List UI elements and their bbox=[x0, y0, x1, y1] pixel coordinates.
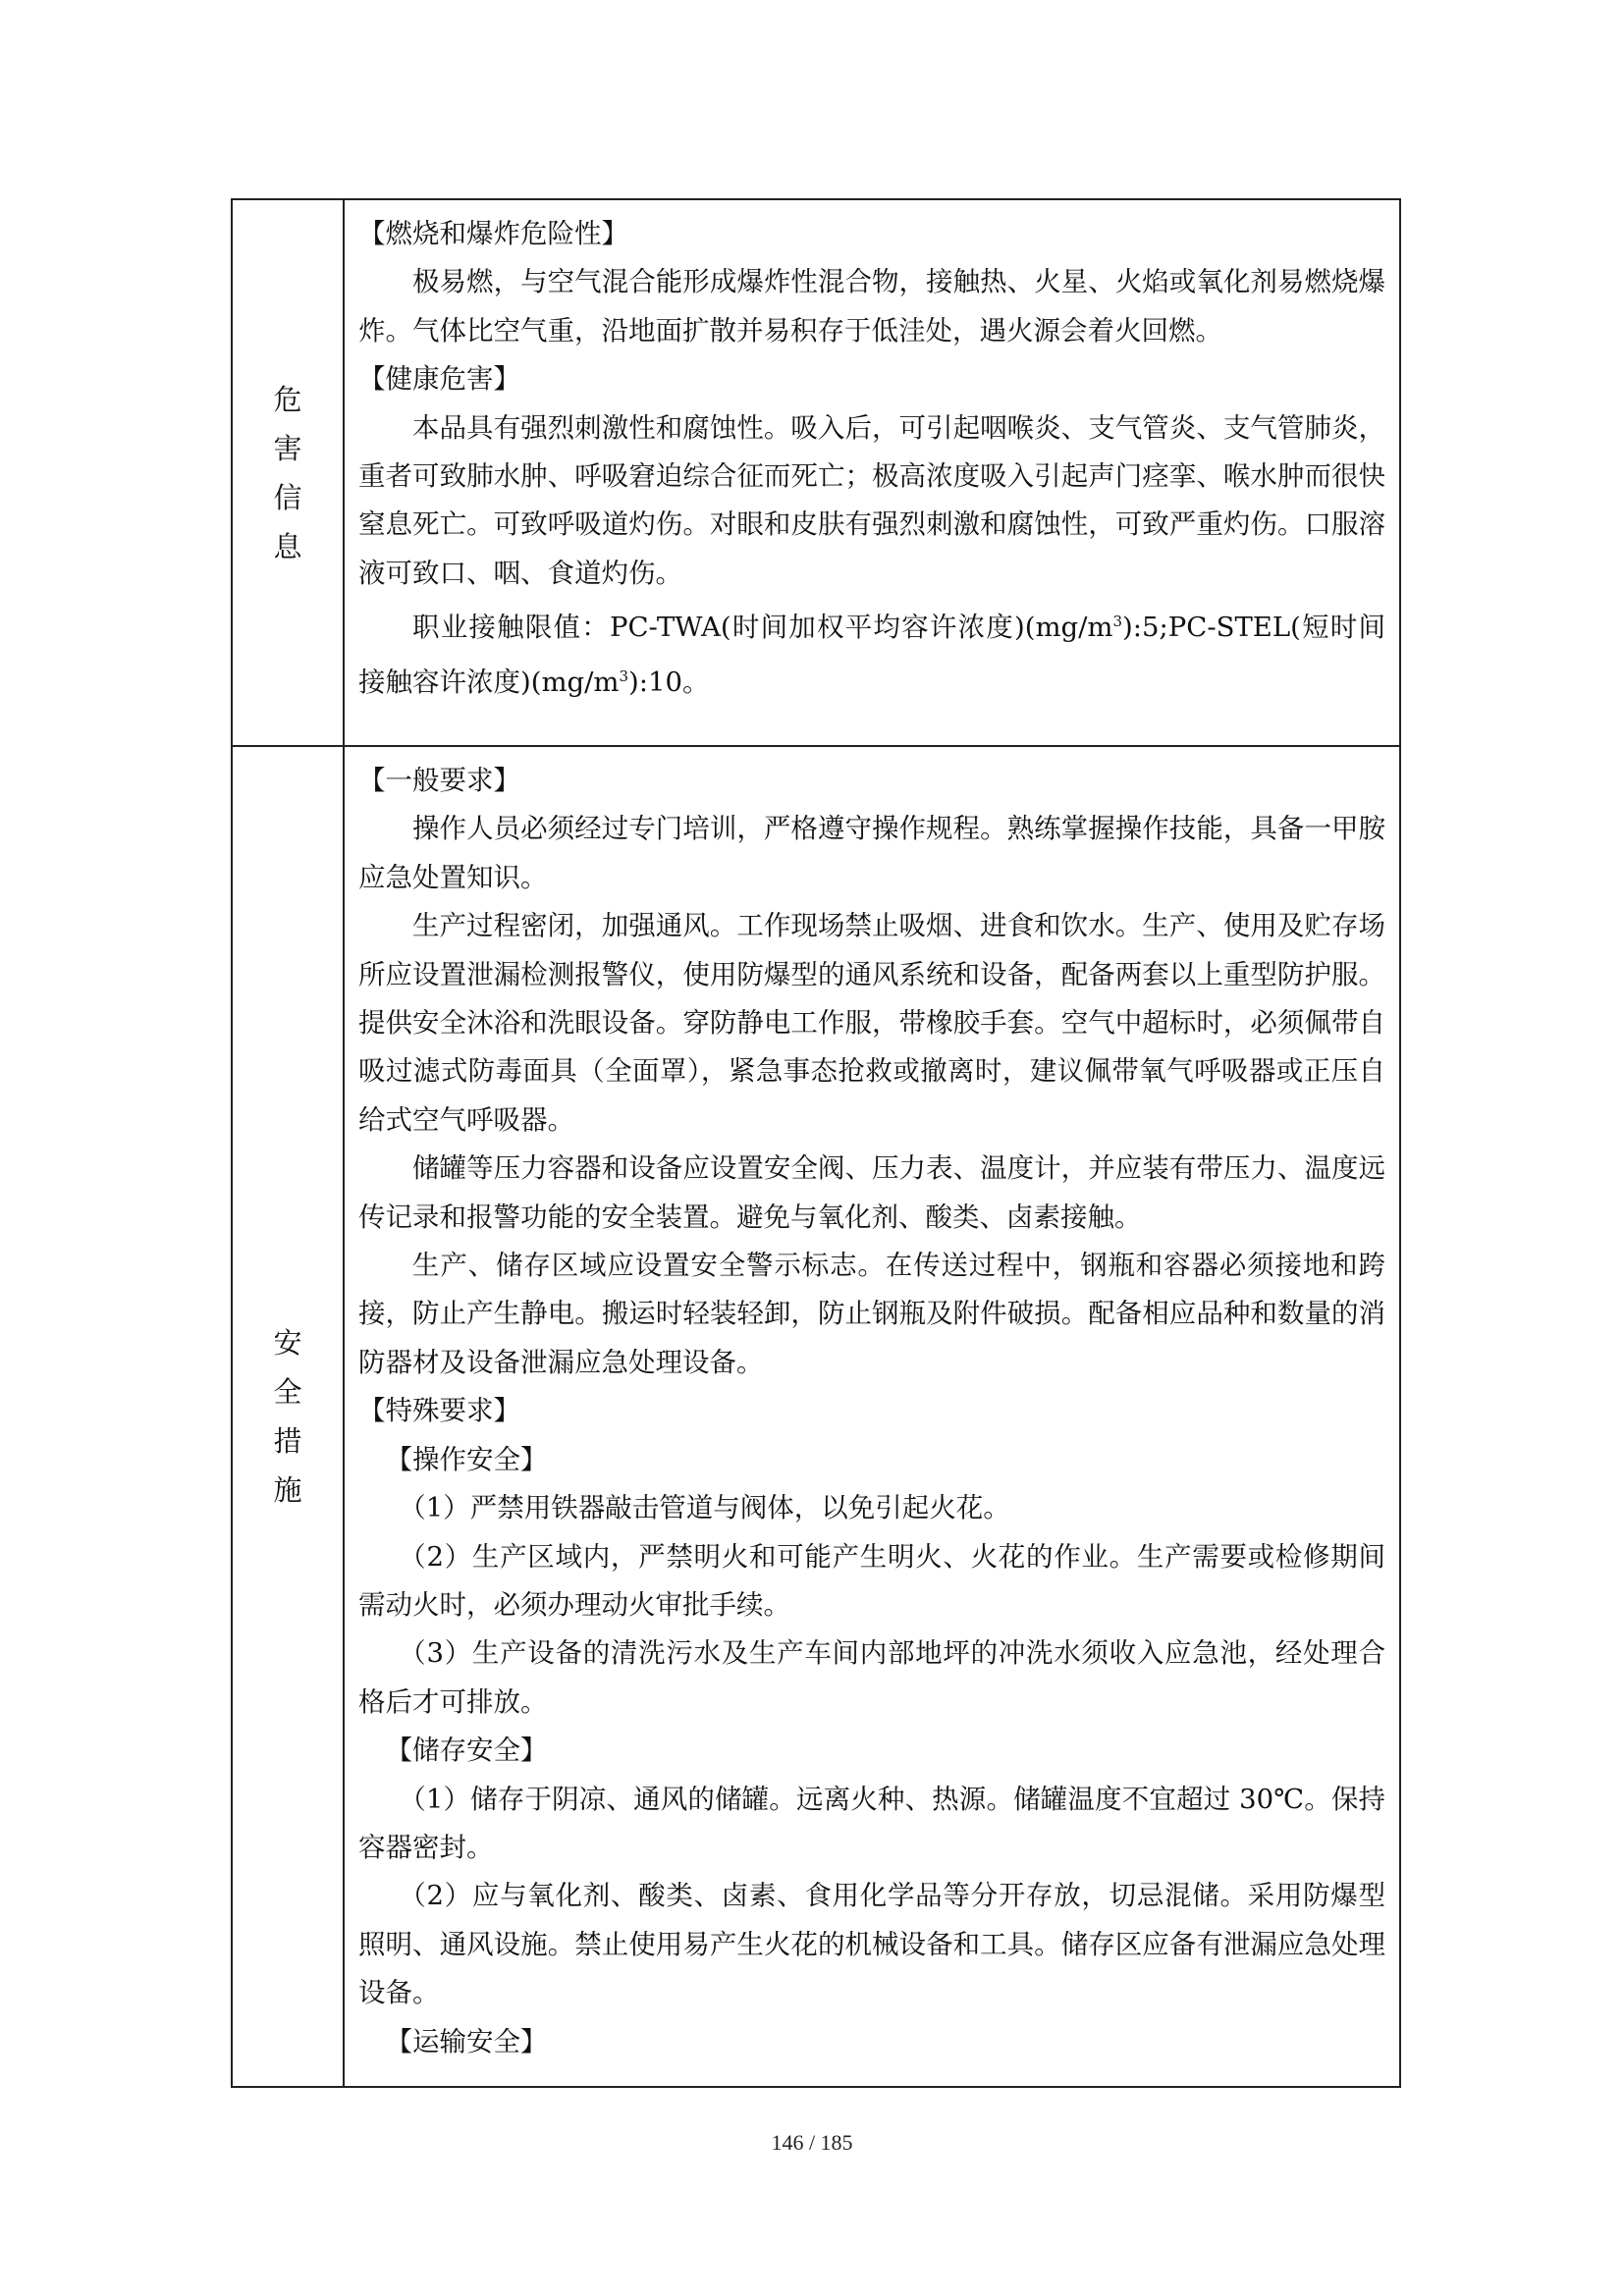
safety-measures-row bbox=[232, 746, 1400, 2087]
special-heading: 【特殊要求】 bbox=[358, 1395, 520, 1427]
hazard-info-row bbox=[232, 199, 1400, 746]
fire-heading: 【燃烧和爆炸危险性】 bbox=[358, 218, 628, 249]
health-heading: 【健康危害】 bbox=[358, 363, 520, 396]
health-text: 本品具有强烈刺激性和腐蚀性。吸入后，可引起咽喉炎、支气管炎、支气管肺炎，重者可致肺水肿、呼吸窘迫综合征而死亡；极高浓度吸入引起声门痉挛、喉水肿而很快窒息死亡。可致呼吸道灼伤。对眼和皮肤有强烈刺激和腐蚀性，可致严重灼伤。口服溶液可致口、咽、食道灼伤。 bbox=[358, 411, 1385, 589]
safety-measures-content bbox=[344, 746, 1400, 2087]
label-char: 息 bbox=[273, 529, 302, 563]
label-char: 措 bbox=[273, 1423, 302, 1458]
hazard-info-label bbox=[232, 199, 344, 746]
safety-measures-label bbox=[232, 746, 344, 2087]
general-heading: 【一般要求】 bbox=[358, 765, 520, 796]
page-number: 146 / 185 bbox=[771, 2130, 853, 2155]
label-char: 危 bbox=[273, 382, 302, 416]
storage-item: （1）储存于阴凉、通风的储罐。远离火种、热源。储罐温度不宜超过 30℃。保持容器密封。 bbox=[358, 1783, 1385, 1863]
transport-heading: 【运输安全】 bbox=[385, 2025, 548, 2057]
hazard-info-content bbox=[344, 199, 1400, 746]
operation-heading: 【操作安全】 bbox=[385, 1443, 548, 1475]
general-paragraph: 操作人员必须经过专门培训，严格遵守操作规程。熟练掌握操作技能，具备一甲胺应急处置知识。 bbox=[358, 813, 1385, 893]
fire-text: 极易燃，与空气混合能形成爆炸性混合物，接触热、火星、火焰或氧化剂易燃烧爆炸。气体比空气重，沿地面扩散并易积存于低洼处，遇火源会着火回燃。 bbox=[358, 266, 1385, 347]
general-paragraph: 生产过程密闭，加强通风。工作现场禁止吸烟、进食和饮水。生产、使用及贮存场所应设置泄漏检测报警仪，使用防爆型的通风系统和设备，配备两套以上重型防护服。提供安全沐浴和洗眼设备。穿防静电工作服，带橡胶手套。空气中超标时，必须佩带自吸过滤式防毒面具（全面罩），紧急事态抢救或撤离时，建议佩带氧气呼吸器或正压自给式空气呼吸器。 bbox=[358, 910, 1385, 1136]
chemical-info-table bbox=[231, 198, 1401, 2088]
label-char: 全 bbox=[273, 1374, 302, 1409]
label-char: 害 bbox=[273, 431, 302, 465]
operation-item: （2）生产区域内，严禁明火和可能产生明火、火花的作业。生产需要或检修期间需动火时，必须办理动火审批手续。 bbox=[358, 1540, 1385, 1621]
storage-heading: 【储存安全】 bbox=[385, 1735, 548, 1767]
general-paragraph: 生产、储存区域应设置安全警示标志。在传送过程中，钢瓶和容器必须接地和跨接，防止产生静电。搬运时轻装轻卸，防止钢瓶及附件破损。配备相应品种和数量的消防器材及设备泄漏应急处理设备。 bbox=[358, 1250, 1385, 1378]
exposure-limit: 职业接触限值：PC-TWA(时间加权平均容许浓度)$(mg/m^3):5;PC-STEL$(短时间接触容许浓度)$(mg/m^3):10$。 bbox=[358, 612, 1385, 698]
label-char: 施 bbox=[273, 1472, 302, 1507]
label-char: 安 bbox=[273, 1325, 302, 1360]
operation-item: （3）生产设备的清洗污水及生产车间内部地坪的冲洗水须收入应急池，经处理合格后才可排放。 bbox=[358, 1637, 1385, 1718]
storage-item: （2）应与氧化剂、酸类、卤素、食用化学品等分开存放，切忌混储。采用防爆型照明、通风设施。禁止使用易产生火花的机械设备和工具。储存区应备有泄漏应急处理设备。 bbox=[358, 1880, 1385, 2009]
operation-item: （1）严禁用铁器敲击管道与阀体，以免引起火花。 bbox=[399, 1492, 1010, 1524]
general-paragraph: 储罐等压力容器和设备应设置安全阀、压力表、温度计，并应装有带压力、温度远传记录和报警功能的安全装置。避免与氧化剂、酸类、卤素接触。 bbox=[358, 1152, 1385, 1233]
label-char: 信 bbox=[273, 480, 302, 514]
